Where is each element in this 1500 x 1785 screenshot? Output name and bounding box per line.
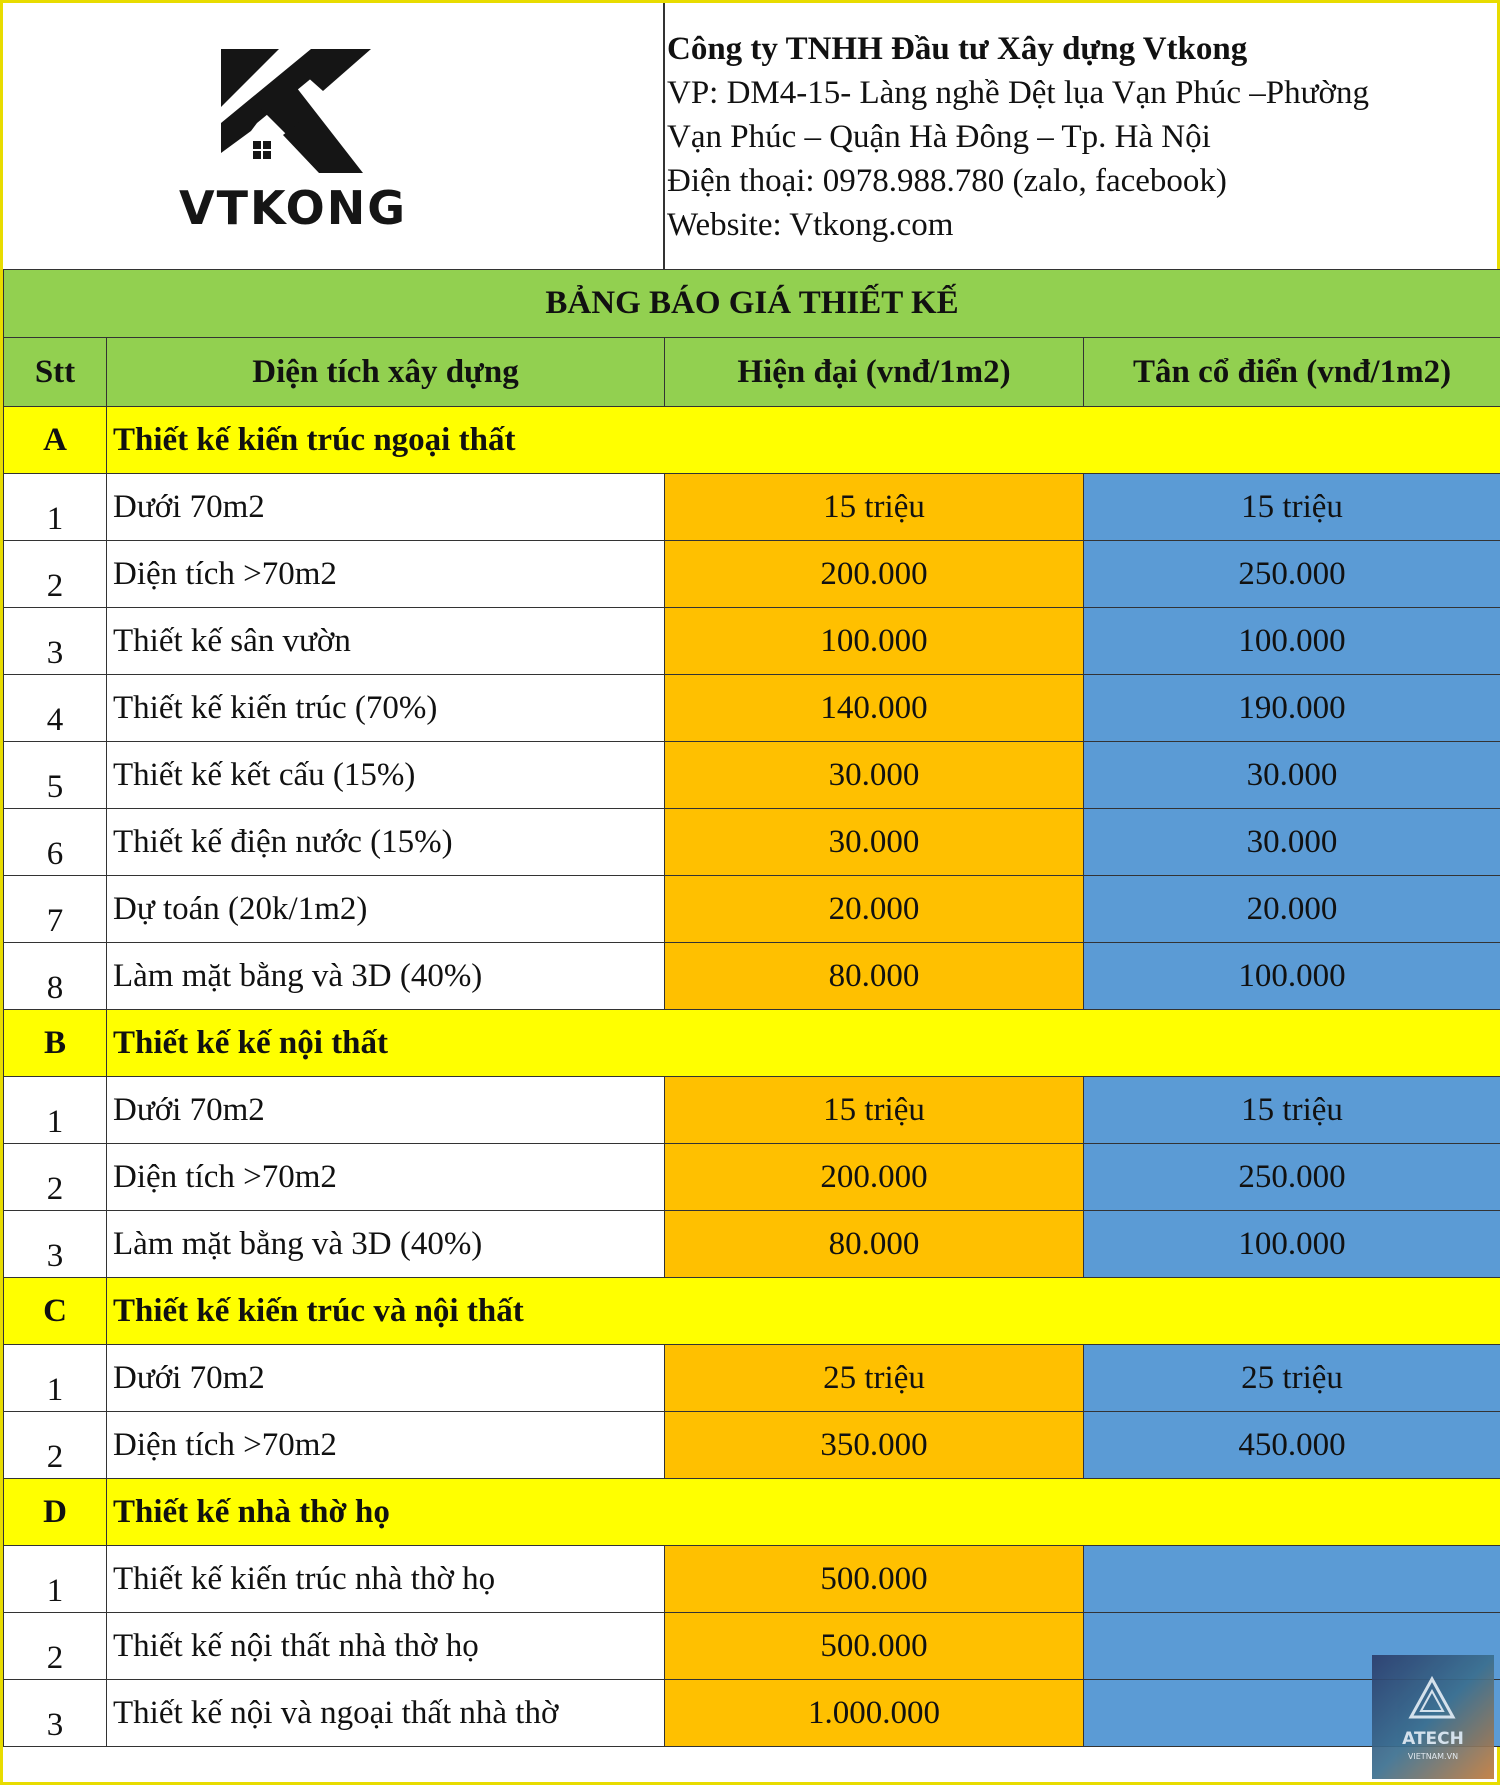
table-row <box>4 1077 1500 1144</box>
row-name: Thiết kế sân vườn <box>107 608 665 675</box>
logo-wordmark: VTKONG <box>179 181 407 235</box>
row-classic-price <box>1084 1546 1500 1613</box>
company-info <box>667 27 1487 247</box>
section-title: Thiết kế kiến trúc và nội thất <box>107 1278 1500 1345</box>
row-classic-price: 15 triệu <box>1084 1077 1500 1144</box>
row-name: Thiết kế nội và ngoại thất nhà thờ <box>107 1680 665 1747</box>
row-classic-price: 15 triệu <box>1084 474 1500 541</box>
table-row <box>4 1613 1500 1680</box>
row-modern-price: 350.000 <box>665 1412 1084 1479</box>
row-stt: 1 <box>4 1345 107 1412</box>
company-address-line2: Vạn Phúc – Quận Hà Đông – Tp. Hà Nội <box>667 119 1211 155</box>
row-modern-price: 500.000 <box>665 1613 1084 1680</box>
company-header <box>3 3 1497 271</box>
row-classic-price: 25 triệu <box>1084 1345 1500 1412</box>
row-classic-price: 450.000 <box>1084 1412 1500 1479</box>
row-classic-price: 100.000 <box>1084 1211 1500 1278</box>
row-modern-price: 15 triệu <box>665 474 1084 541</box>
section-code: B <box>4 1010 107 1077</box>
row-name: Diện tích >70m2 <box>107 1412 665 1479</box>
row-modern-price: 140.000 <box>665 675 1084 742</box>
table-row <box>4 1412 1500 1479</box>
vtkong-logo-icon <box>201 41 391 181</box>
row-name: Thiết kế kiến trúc nhà thờ họ <box>107 1546 665 1613</box>
row-stt: 1 <box>4 1077 107 1144</box>
row-name: Thiết kế kiến trúc (70%) <box>107 675 665 742</box>
row-stt: 5 <box>4 742 107 809</box>
section-code: D <box>4 1479 107 1546</box>
row-name: Thiết kế điện nước (15%) <box>107 809 665 876</box>
row-modern-price: 20.000 <box>665 876 1084 943</box>
row-modern-price: 500.000 <box>665 1546 1084 1613</box>
header-stt: Stt <box>4 338 107 407</box>
row-classic-price: 20.000 <box>1084 876 1500 943</box>
row-classic-price: 250.000 <box>1084 1144 1500 1211</box>
row-classic-price: 30.000 <box>1084 742 1500 809</box>
row-stt: 8 <box>4 943 107 1010</box>
table-row <box>4 809 1500 876</box>
table-row <box>4 474 1500 541</box>
row-name: Làm mặt bằng và 3D (40%) <box>107 1211 665 1278</box>
row-name: Dự toán (20k/1m2) <box>107 876 665 943</box>
table-row <box>4 1680 1500 1747</box>
row-stt: 3 <box>4 1680 107 1747</box>
table-row <box>4 1546 1500 1613</box>
row-name: Thiết kế nội thất nhà thờ họ <box>107 1613 665 1680</box>
watermark-text: ATECH <box>1402 1729 1464 1749</box>
row-modern-price: 25 triệu <box>665 1345 1084 1412</box>
section-code: C <box>4 1278 107 1345</box>
table-row <box>4 608 1500 675</box>
header-modern: Hiện đại (vnđ/1m2) <box>665 338 1084 407</box>
table-row <box>4 1144 1500 1211</box>
row-modern-price: 30.000 <box>665 809 1084 876</box>
row-modern-price: 80.000 <box>665 1211 1084 1278</box>
table-row <box>4 943 1500 1010</box>
table-title-row <box>4 270 1500 338</box>
section-row <box>4 407 1500 474</box>
row-modern-price: 200.000 <box>665 541 1084 608</box>
header-classic: Tân cổ điển (vnđ/1m2) <box>1084 338 1500 407</box>
company-phone: Điện thoại: 0978.988.780 (zalo, facebook) <box>667 163 1227 199</box>
row-modern-price: 200.000 <box>665 1144 1084 1211</box>
table-row <box>4 742 1500 809</box>
row-stt: 6 <box>4 809 107 876</box>
row-modern-price: 1.000.000 <box>665 1680 1084 1747</box>
atech-watermark <box>1372 1655 1494 1779</box>
section-row <box>4 1479 1500 1546</box>
row-stt: 3 <box>4 608 107 675</box>
row-stt: 2 <box>4 1412 107 1479</box>
row-stt: 4 <box>4 675 107 742</box>
row-name: Dưới 70m2 <box>107 1345 665 1412</box>
row-name: Diện tích >70m2 <box>107 1144 665 1211</box>
company-address-line1: VP: DM4-15- Làng nghề Dệt lụa Vạn Phúc –Phường <box>667 75 1369 111</box>
table-row <box>4 876 1500 943</box>
watermark-subtext: VIETNAM.VN <box>1407 1752 1459 1761</box>
header-area: Diện tích xây dựng <box>107 338 665 407</box>
table-row <box>4 541 1500 608</box>
row-stt: 1 <box>4 1546 107 1613</box>
table-header-row <box>4 338 1500 407</box>
row-stt: 2 <box>4 1144 107 1211</box>
row-stt: 2 <box>4 1613 107 1680</box>
row-modern-price: 80.000 <box>665 943 1084 1010</box>
row-stt: 1 <box>4 474 107 541</box>
section-title: Thiết kế kế nội thất <box>107 1010 1500 1077</box>
row-modern-price: 30.000 <box>665 742 1084 809</box>
row-classic-price: 100.000 <box>1084 943 1500 1010</box>
row-stt: 3 <box>4 1211 107 1278</box>
logo-cell <box>3 3 665 271</box>
row-name: Dưới 70m2 <box>107 474 665 541</box>
row-classic-price: 250.000 <box>1084 541 1500 608</box>
row-name: Dưới 70m2 <box>107 1077 665 1144</box>
table-title: BẢNG BÁO GIÁ THIẾT KẾ <box>4 270 1500 338</box>
row-name: Thiết kế kết cấu (15%) <box>107 742 665 809</box>
table-row <box>4 1345 1500 1412</box>
row-classic-price: 190.000 <box>1084 675 1500 742</box>
row-modern-price: 100.000 <box>665 608 1084 675</box>
section-row <box>4 1278 1500 1345</box>
row-stt: 7 <box>4 876 107 943</box>
row-modern-price: 15 triệu <box>665 1077 1084 1144</box>
row-classic-price: 30.000 <box>1084 809 1500 876</box>
row-name: Diện tích >70m2 <box>107 541 665 608</box>
company-name: Công ty TNHH Đầu tư Xây dựng Vtkong <box>667 31 1248 67</box>
table-row <box>4 1211 1500 1278</box>
row-stt: 2 <box>4 541 107 608</box>
atech-logo-icon <box>1407 1675 1457 1725</box>
table-row <box>4 675 1500 742</box>
section-title: Thiết kế kiến trúc ngoại thất <box>107 407 1500 474</box>
row-name: Làm mặt bằng và 3D (40%) <box>107 943 665 1010</box>
company-website: Website: Vtkong.com <box>667 207 954 243</box>
row-classic-price: 100.000 <box>1084 608 1500 675</box>
section-code: A <box>4 407 107 474</box>
price-table <box>3 269 1500 1747</box>
section-title: Thiết kế nhà thờ họ <box>107 1479 1500 1546</box>
section-row <box>4 1010 1500 1077</box>
